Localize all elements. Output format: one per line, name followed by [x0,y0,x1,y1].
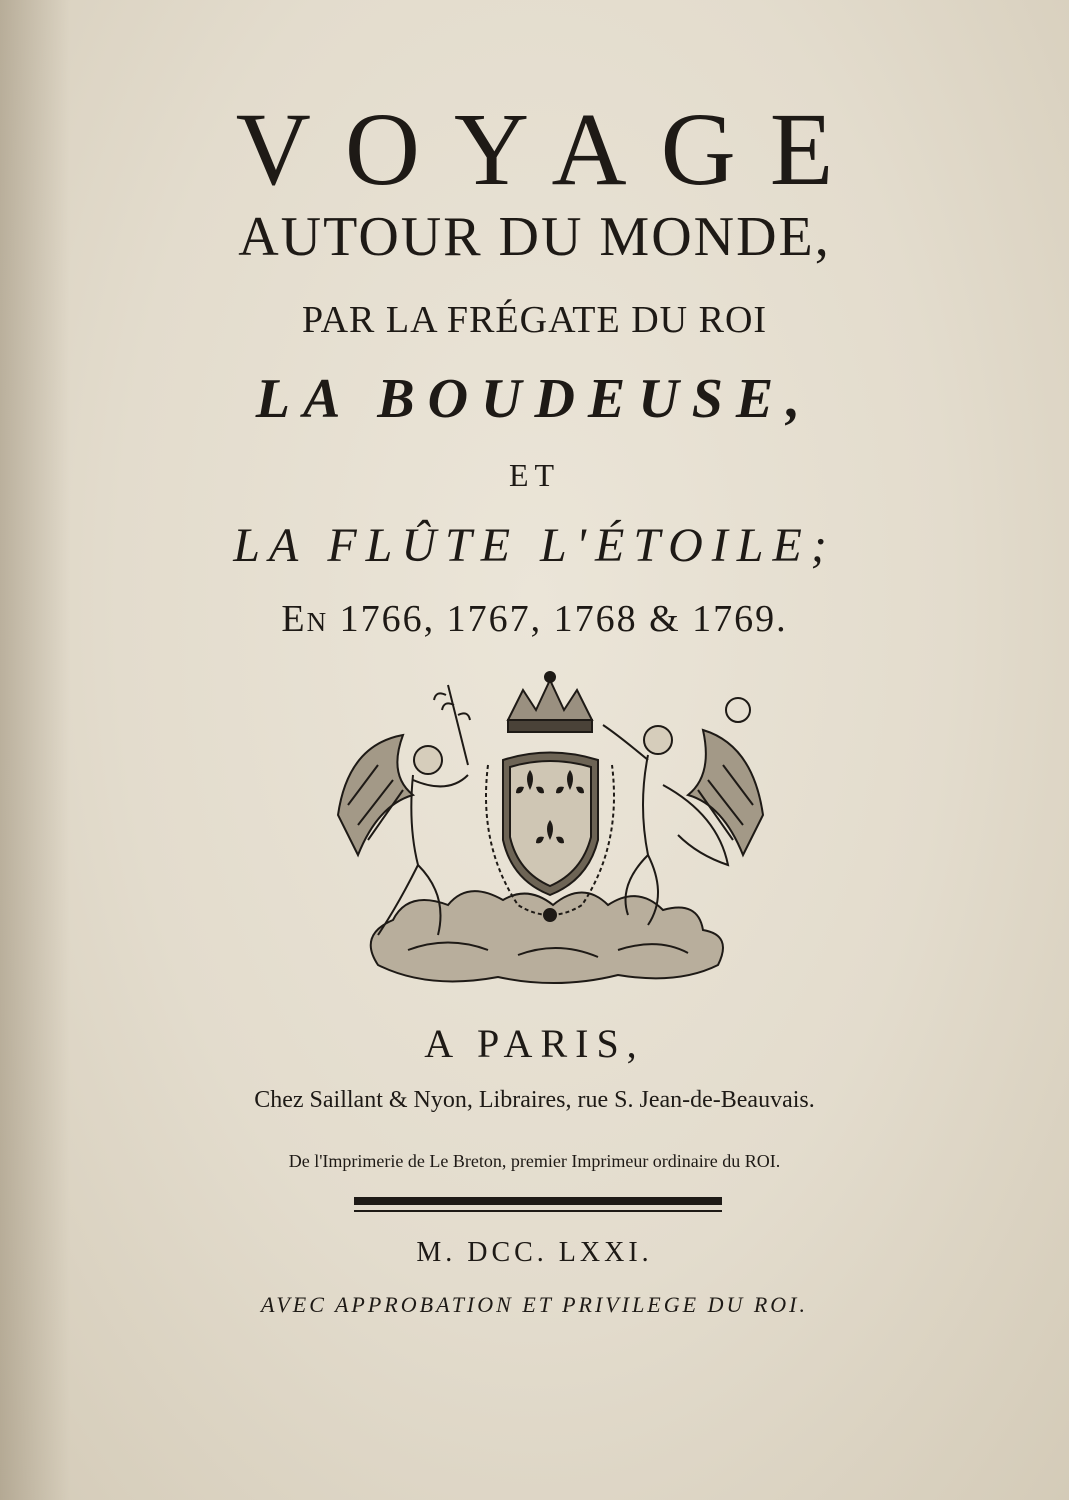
cloud-icon [371,891,723,983]
divider-thick [354,1197,722,1205]
conjunction: ET [508,457,561,493]
royal-arms-icon [318,665,783,995]
imprint-printer: De l'Imprimerie de Le Breton, premier Imprimeur ordinaire du ROI. [288,1151,781,1171]
imprint-publisher: Chez Saillant & Nyon, Libraires, rue S. Jean-de-Beauvais. [254,1087,815,1113]
title-subtitle-2: PAR LA FRÉGATE DU ROI [301,299,768,341]
title-main: VOYAGE [235,92,868,207]
voyage-years: En 1766, 1767, 1768 & 1769. [281,598,788,640]
crown-icon [508,672,592,732]
ship-name-1: LA BOUDEUSE, [255,368,814,430]
title-subtitle: AUTOUR DU MONDE, [238,206,831,268]
approbation-line: AVEC APPROBATION ET PRIVILEGE DU ROI. [261,1292,808,1317]
publication-date: M. DCC. LXXI. [416,1237,653,1268]
divider-thin [354,1210,722,1212]
angel-icon [338,685,470,935]
ship-name-2: LA FLÛTE L'ÉTOILE; [233,519,836,572]
angel-icon [603,698,763,925]
imprint-city: A PARIS, [424,1021,645,1066]
